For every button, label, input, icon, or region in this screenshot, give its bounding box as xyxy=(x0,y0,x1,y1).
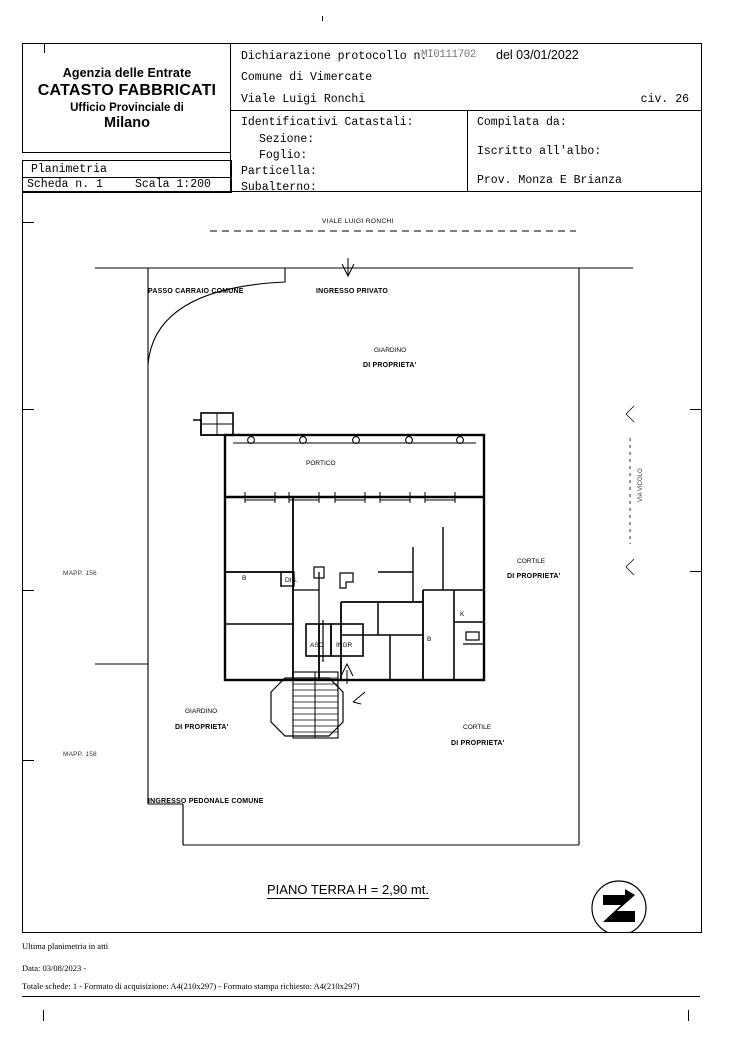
footer-date: Data: 03/08/2023 - xyxy=(22,963,87,973)
address-value: Viale Luigi Ronchi xyxy=(241,93,366,106)
protocol-date-value: 03/01/2022 xyxy=(516,48,579,62)
label-cortile-est: CORTILE xyxy=(517,558,546,565)
civic-value: 26 xyxy=(675,93,689,106)
footer-divider xyxy=(22,996,700,997)
cadastral-title: Identificativi Catastali: xyxy=(241,116,414,129)
label-room-b-2: B xyxy=(427,636,432,643)
agency-seal-icon xyxy=(23,192,701,932)
label-passo-carraio: PASSO CARRAIO COMUNE xyxy=(148,288,244,295)
agency-line-4: Milano xyxy=(104,114,150,131)
cadastral-subalterno-label: Subalterno: xyxy=(241,181,317,194)
compiled-by-label: Compilata da: xyxy=(477,116,567,129)
label-room-dis: DIS. xyxy=(285,577,298,584)
comune-label: Comune di xyxy=(241,71,304,84)
agency-line-2: CATASTO FABBRICATI xyxy=(37,81,217,99)
agency-header xyxy=(22,43,231,153)
protocol-number: MI0111702 xyxy=(421,49,476,61)
label-room-k: K xyxy=(460,611,465,618)
province-value: Monza E Brianza xyxy=(518,174,622,187)
drawing-frame xyxy=(22,191,702,933)
label-via-vicolo: VIA VICOLO xyxy=(638,468,644,502)
label-mapp-158: MAPP. 158 xyxy=(63,751,97,758)
protocol-label: Dichiarazione protocollo n. xyxy=(241,50,428,63)
planimetry-title: Planimetria xyxy=(31,163,107,176)
agency-line-1: Agenzia delle Entrate xyxy=(62,65,192,80)
label-room-ingr: INGR xyxy=(336,642,353,649)
planimetry-sheet: Scheda n. 1 xyxy=(27,178,103,191)
label-cortile-sud: CORTILE xyxy=(463,724,492,731)
province-label: Prov. xyxy=(477,174,512,187)
comune-value: Vimercate xyxy=(310,71,373,84)
header-vertical-divider xyxy=(467,110,468,191)
label-room-asc: ASC xyxy=(310,642,324,649)
declaration-header xyxy=(230,43,702,192)
floor-title: PIANO TERRA H = 2,90 mt. xyxy=(267,882,429,897)
registered-label: Iscritto all'albo: xyxy=(477,145,602,158)
cadastral-particella-label: Particella: xyxy=(241,165,317,178)
label-cortile-est-prop: DI PROPRIETA' xyxy=(507,573,561,580)
protocol-date-group xyxy=(496,48,579,62)
label-portico: PORTICO xyxy=(306,460,336,467)
crop-mark-top xyxy=(322,16,323,21)
province-group xyxy=(477,174,622,187)
label-ingresso-privato: INGRESSO PRIVATO xyxy=(316,288,389,295)
comune-group xyxy=(241,71,372,84)
label-giardino-sud-prop: DI PROPRIETA' xyxy=(175,724,229,731)
header-divider xyxy=(231,110,701,111)
label-ingresso-pedonale: INGRESSO PEDONALE COMUNE xyxy=(148,798,264,805)
footer-last-planimetry: Ultima planimetria in atti xyxy=(22,941,109,951)
crop-mark-bottom xyxy=(43,1010,44,1021)
civic-group xyxy=(641,93,689,106)
label-giardino-sud: GIARDINO xyxy=(185,708,218,715)
protocol-date-label: del xyxy=(496,48,513,62)
label-room-b-1: B xyxy=(242,575,247,582)
agency-line-3: Ufficio Provinciale di xyxy=(70,101,184,114)
label-mapp-156: MAPP. 156 xyxy=(63,570,97,577)
label-giardino-nord-prop: DI PROPRIETA' xyxy=(363,362,417,369)
planimetry-box xyxy=(22,160,232,193)
planimetry-scale: Scala 1:200 xyxy=(135,178,211,191)
footer-formats: Totale schede: 1 - Formato di acquisizione: A4(210x297) - Formato stampa richiesto: A4(210x297) xyxy=(22,981,360,991)
street-label-top: VIALE LUIGI RONCHI xyxy=(322,218,394,225)
label-giardino-nord: GIARDINO xyxy=(374,347,407,354)
cadastral-foglio-label: Foglio: xyxy=(259,149,308,162)
civic-label: civ. xyxy=(640,93,669,106)
label-cortile-sud-prop: DI PROPRIETA' xyxy=(451,740,505,747)
cadastral-sezione-label: Sezione: xyxy=(259,133,315,146)
crop-mark-bottom-right xyxy=(688,1010,689,1021)
